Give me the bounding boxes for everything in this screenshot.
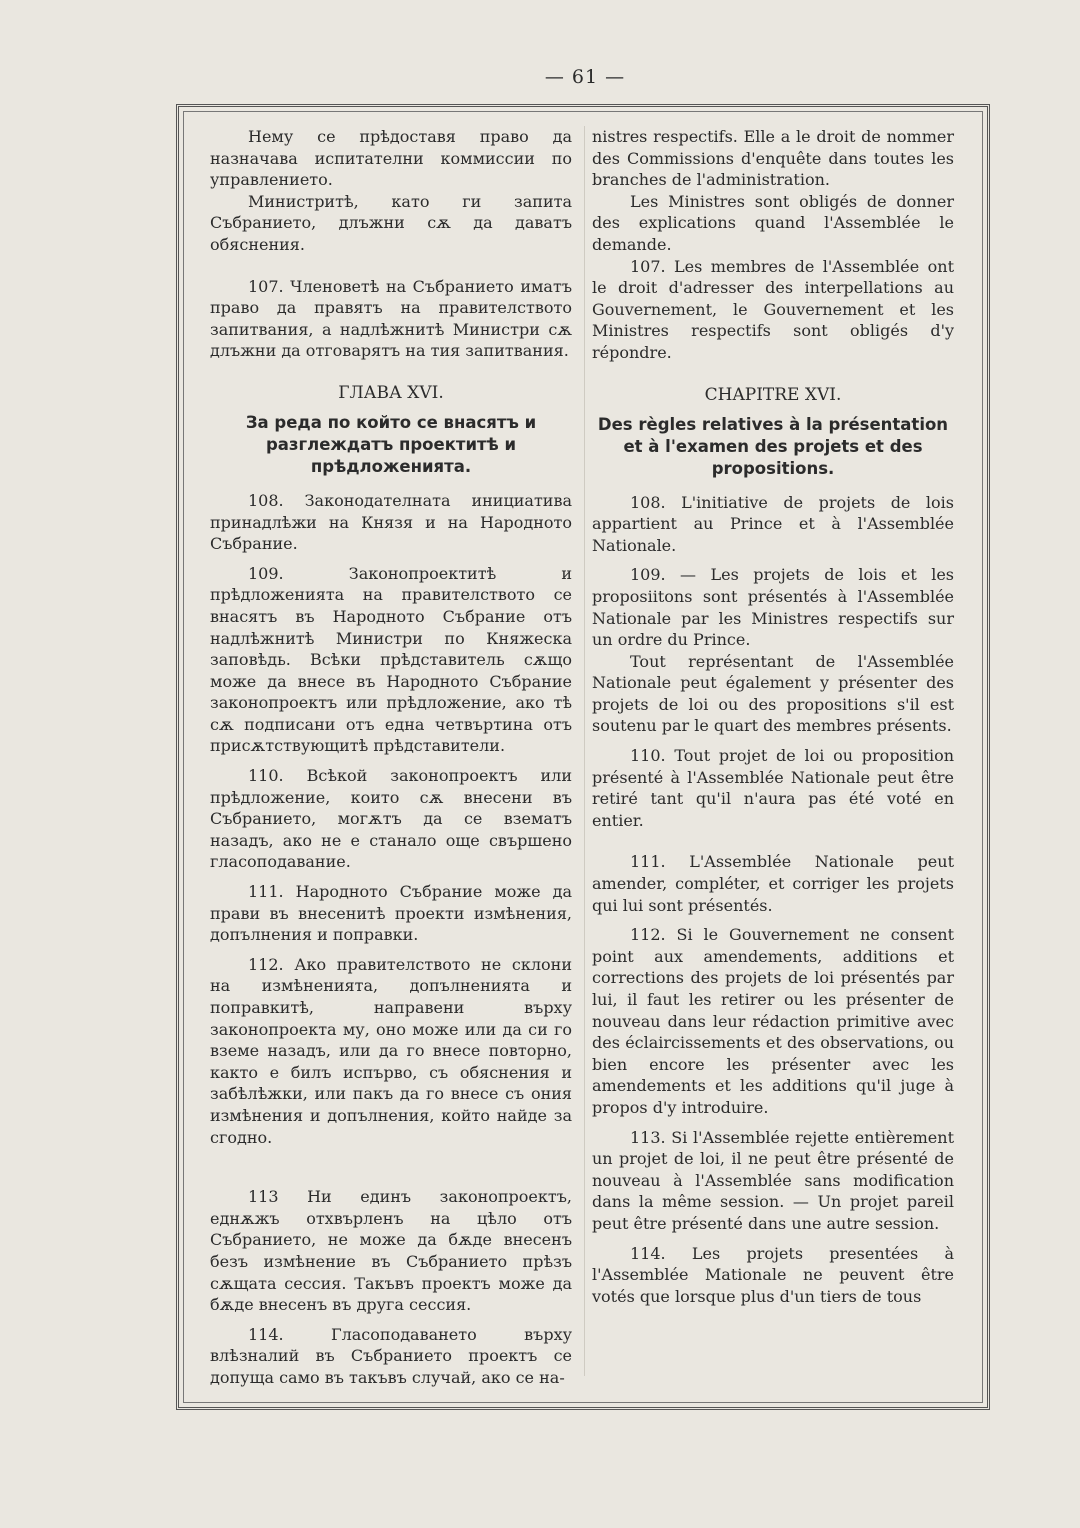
paragraph-ministers-bg: Министритѣ, като ги запита Събранието, длъжни сѫ да даватъ обяснения. [210,191,572,254]
article-114-fr: 114. Les projets presentées à l'Assemblée Mationale ne peuvent être votés que lorsque plus d'un tiers de tous [592,1243,954,1306]
article-107-bg: 107. Членоветѣ на Събранието иматъ право да правятъ на правителството запитвания, а надлѣжнитѣ Министри сѫ длъжни да отговарятъ на тия запитвания. [210,276,572,361]
chapter-title-bg: ГЛАВА XVI. [338,382,444,403]
article-111-bg: 111. Народното Събрание може да прави въ внесенитѣ проекти измѣнения, допълнения и поправки. [210,882,572,945]
article-114-bg: 114. Гласоподаването върху влѣзналий въ Събранието проектъ се допуща само въ такъвъ случай, ако се на- [210,1324,572,1387]
chapter-heading-bg: За реда по който се внасятъ и разглеждатъ проектитѣ и прѣдложенията. [245,412,537,476]
bulgarian-column [210,126,572,1389]
article-109-bg: 109. Законопроектитѣ и прѣдложенията на правителството се внасятъ въ Народното Събрание отъ надлѣжнитѣ Министри по Княжеска заповѣдь. Всѣки прѣдставитель сѫщо може да внесе въ Народното Събрание законопроектъ или прѣдложение, ако тѣ сѫ подписани отъ една четвъртина отъ присѫтствующитѣ прѣдставители. [210,563,572,756]
column-divider [584,126,585,1376]
article-110-bg: 110. Всѣкой законопроектъ или прѣдложение, които сѫ внесени въ Събранието, могѫтъ да се взематъ назадъ, ако не е станало още свършено гласоподавание. [210,766,572,872]
french-column [592,126,954,1307]
paragraph-commissions-fr: nistres respectifs. Elle a le droit de nommer des Commissions d'enquête dans toutes les branches de l'administration. [592,127,954,190]
paragraph-ministers-fr: Les Ministres sont obligés de donner des explications quand l'Assemblée le demande. [592,191,954,254]
article-108-fr: 108. L'initiative de projets de lois appartient au Prince et à l'Assemblée Nationale. [592,492,954,555]
article-107-fr: 107. Les membres de l'Assemblée ont le droit d'adresser des interpellations au Gouvernement, le Gouvernement et les Ministres respectifs sont obligés d'y répondre. [592,256,954,362]
article-110-fr: 110. Tout projet de loi ou proposition présenté à l'Assemblée Nationale peut être retiré tant qu'il n'aura pas été voté en entier. [592,746,954,830]
chapter-title-fr: CHAPITRE XVI. [704,384,842,405]
article-108-bg: 108. Законодателната инициатива принадлѣжи на Князя и на Народното Събрание. [210,490,572,554]
article-109-representatives-fr: Tout représentant de l'Assemblée Nationale peut également y présenter des projets de loi ou des propositions s'il est soutenu par le quart des membres présents. [592,651,954,736]
article-111-fr: 111. L'Assemblée Nationale peut amender, compléter, et corriger les projets qui lui sont présentés. [592,852,954,915]
chapter-heading-fr: Des règles relatives à la présentation et à l'examen des projets et des propositions. [597,414,949,478]
article-112-bg: 112. Ако правителството не склони на измѣненията, допълненията и поправкитѣ, направени върху законопроекта му, оно може или да си го вземе назадъ, или да го внесе повторно, както е билъ испърво, съ обяснения и забѣлѣжки, или пакъ да го внесе съ ония измѣнения и допълнения, който найде за сгодно. [210,954,572,1147]
page-number: — 61 — [544,66,626,88]
article-109-fr: 109. — Les projets de lois et les proposiitons sont présentés à l'Assemblée Nationale par les Ministres respectifs sur un ordre du Prince. [592,565,954,650]
article-113-fr: 113. Si l'Assemblée rejette entièrement un projet de loi, il ne peut être présenté de nouveau à l'Assemblée sans modification dans la même session. — Un projet pareil peut être présenté dans une autre session. [592,1127,954,1233]
paragraph-commissions-bg: Нему се прѣдоставя право да назначава испитателни коммиссии по управлението. [210,127,572,190]
article-113-bg: 113 Ни единъ законопроектъ, еднѫжъ отхвърленъ на цѣло отъ Събранието, не може да бѫде внесенъ безъ измѣнение въ Събранието прѣзъ сѫщата сессия. Такъвъ проектъ може да бѫде внесенъ въ друга сессия. [210,1187,572,1315]
article-112-fr: 112. Si le Gouvernement ne consent point aux amendements, additions et corrections des projets de loi présentés par lui, il faut les retirer ou les présenter de nouveau dans leur rédaction primitive avec des éclaircissements et des observations, ou bien encore les présenter avec les amendements et les additions qu'il juge à propos d'y introduire. [592,925,954,1117]
